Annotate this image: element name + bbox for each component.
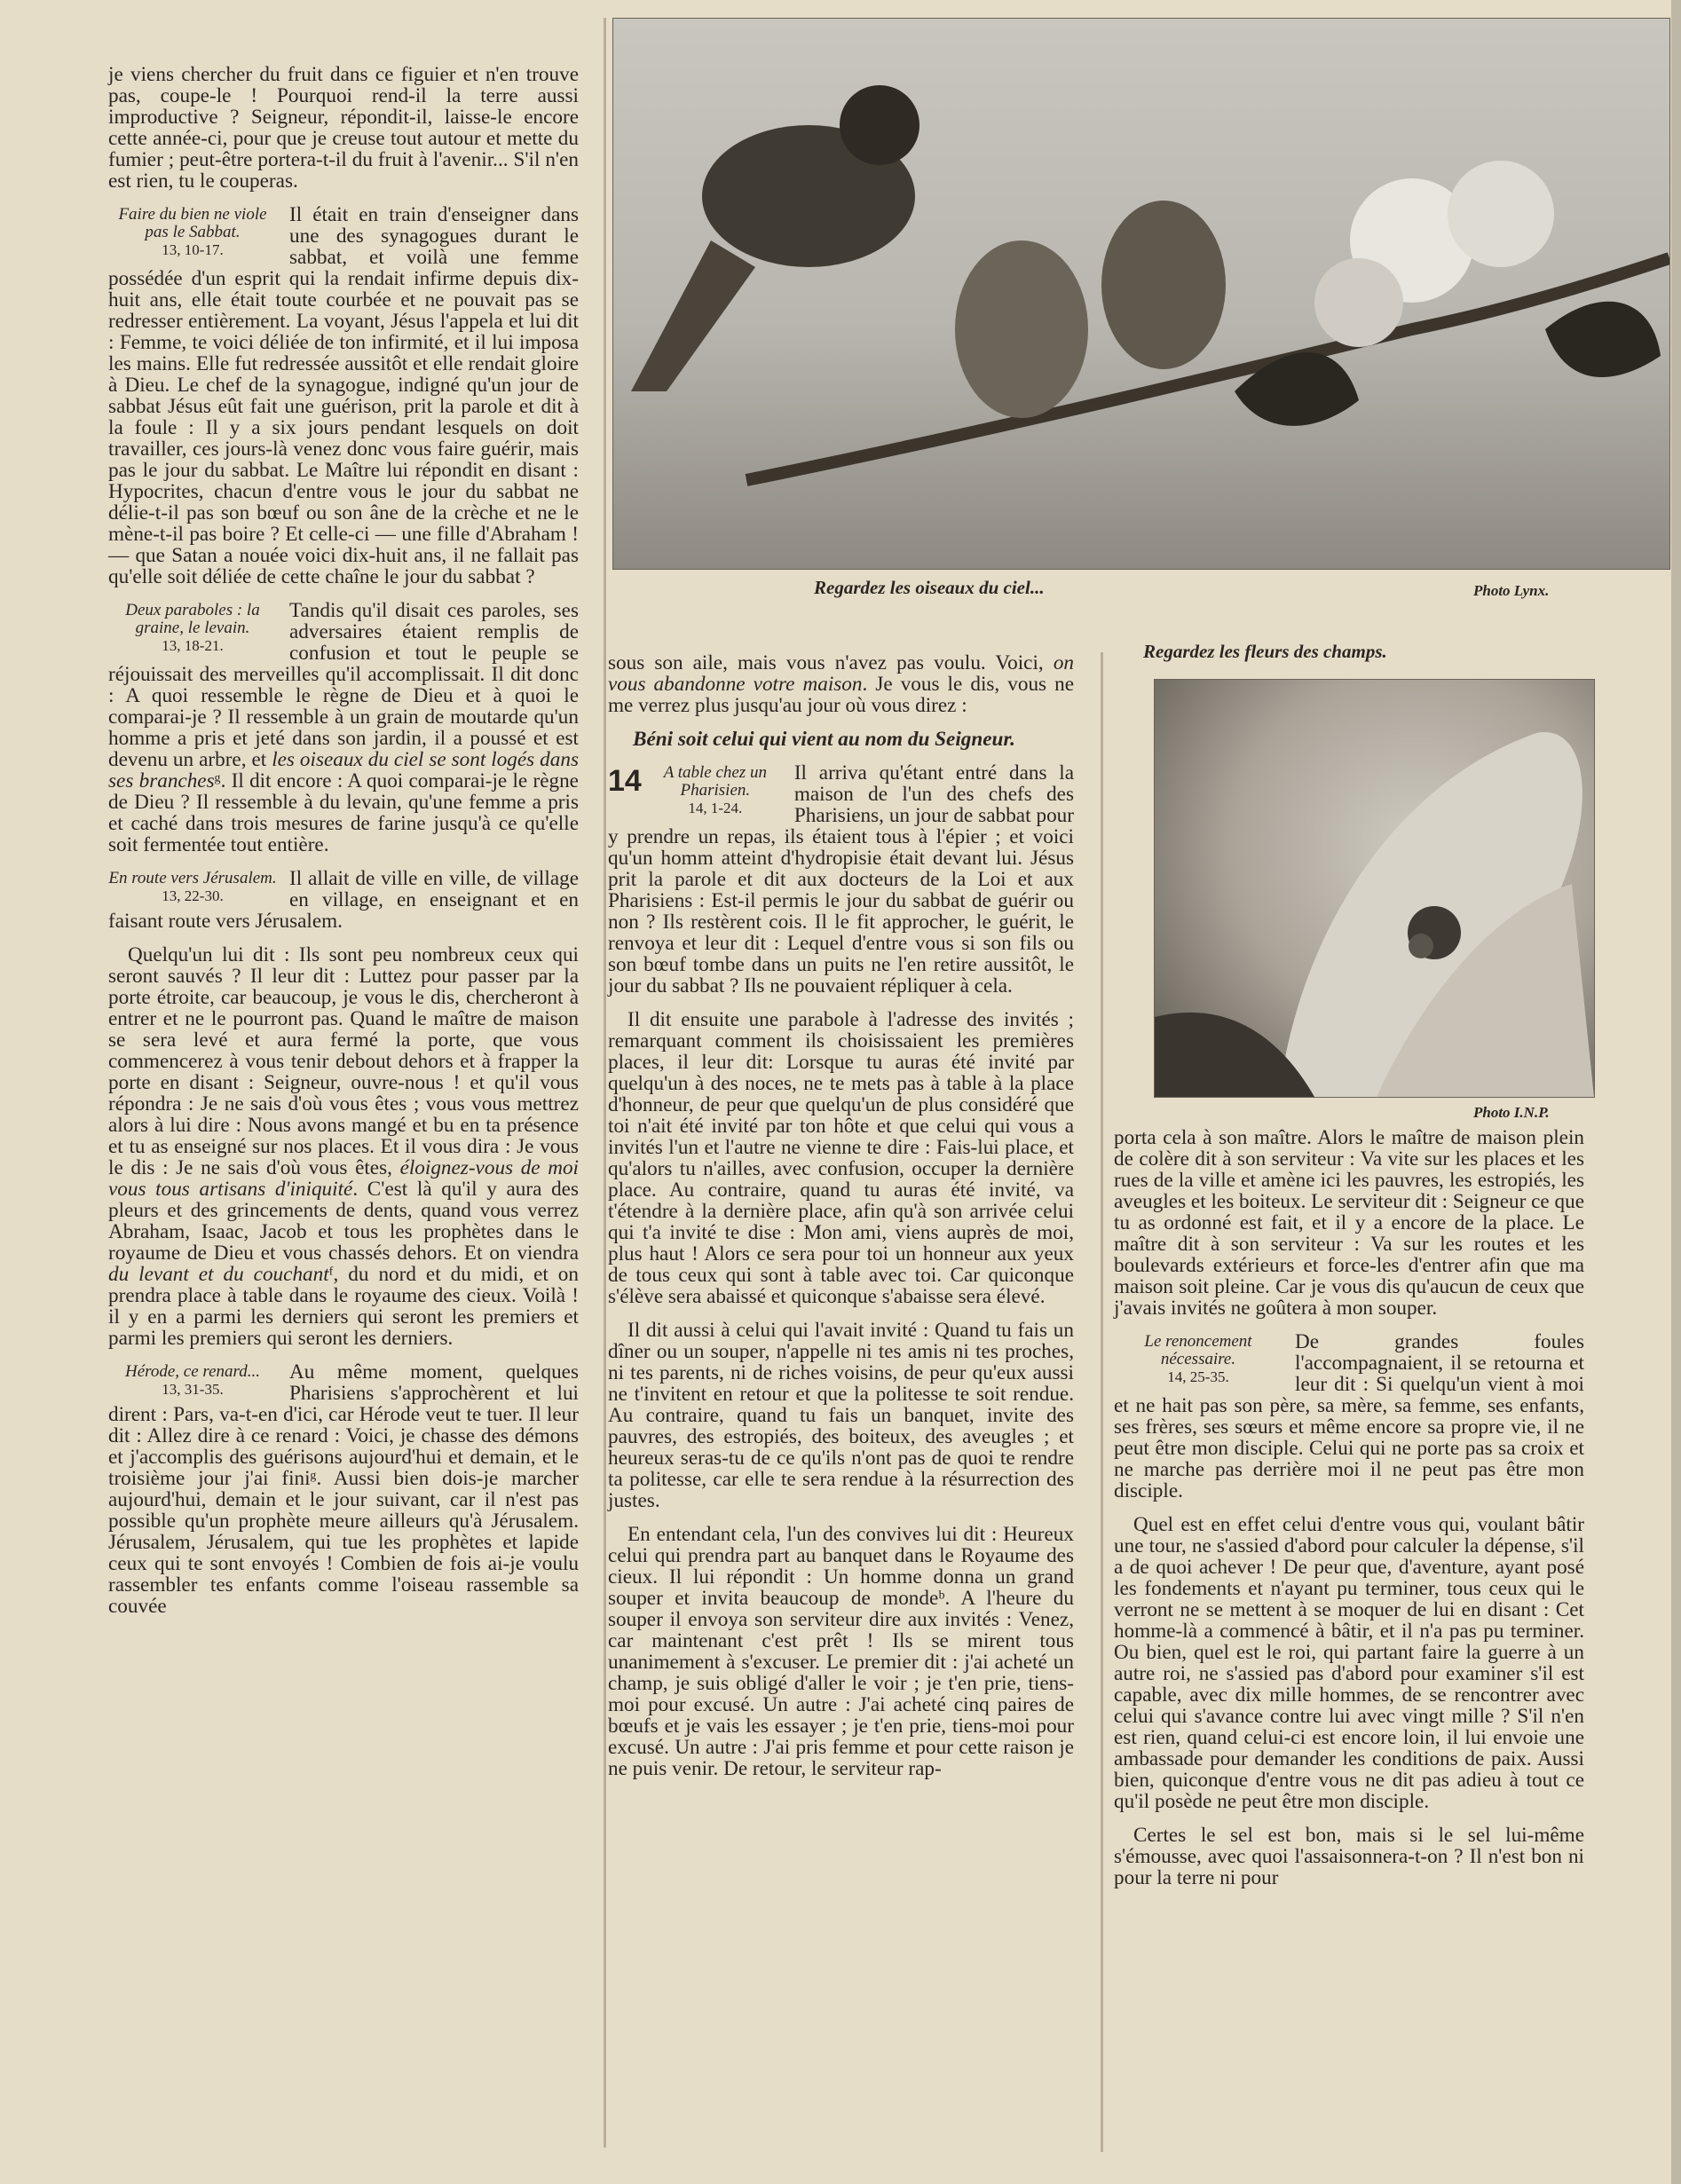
photo-flower-hand <box>1154 679 1595 1098</box>
side-reference: 14, 25-35. <box>1167 1368 1229 1385</box>
intro-paragraph: je viens chercher du fruit dans ce figuier et n'en trouve pas, coupe-le ! Pourquoi rend-il la terre aussi improductive ? Seigneur, répondit-il, laisse-le encore cette année-ci, pour que je creuse tout autour et mette du fumier ; peut-être portera-t-il du fruit à l'avenir... S'il n'en est rien, tu le couperas. <box>108 63 579 193</box>
text-run: Tandis qu'il disait ces paroles, ses adversaires étaient remplis de confusion et tout le peuple se réjouissait des merveilles qu'il accomplissait. Il dit donc : A quoi ressemble le règne de Dieu et à quoi le comparai-je ? Il ressemble à un grain de moutarde qu'un homme a pris et jeté dans son jardin, il a poussé et est devenu un arbre, et <box>108 599 579 771</box>
paragraph: Il dit aussi à celui qui l'avait invité : Quand tu fais un dîner ou un souper, n'appelle ni tes amis ni tes proches, ni tes parents, ni de riches voisins, de peur qu'eux aussi ne t'invitent en retour et que la politesse te soit rendue. Au contraire, quand tu fais un banquet, invite des pauvres, des estropiés, des boiteux, des aveugles ; et heureux seras-tu de ce qu'ils n'ont pas de quoi te rendre ta politesse, car elle te sera rendue à la résurrection des justes. <box>608 1319 1074 1512</box>
section-text: Il arriva qu'étant entré dans la maison de l'un des chefs des Pharisiens, un jour de sabbat pour y prendre un repas, ils étaient tous à l'épier ; et voici qu'un homm atteint d'hydropisie était devant lui. Jésus prit la parole et dit aux docteurs de la Loi et aux Pharisiens : Est-il permis le jour du sabbat de guérir ou non ? Ils restèrent cois. Il le fit approcher, le guérit, le renvoya et leur dit : Lequel d'entre vous si son fils ou son bœuf tombe dans un puits ne l'en retire aussitôt, le jour du sabbat ? Ils ne pouvaient répliquer à cela. <box>608 761 1074 997</box>
blessing-quote: Béni soit celui qui vient au nom du Seigneur. <box>633 728 1015 751</box>
section-text: Il était en train d'enseigner dans une des synagogues durant le sabbat, et voilà une femme possédée d'un esprit qui la rendait infirme depuis dix-huit ans, elle était toute courbée et ne pouvait pas se redresser entièrement. La voyant, Jésus l'appela et lui dit : Femme, te voici déliée de ton infirmité, et il lui imposa les mains. Elle fut redressée aussitôt et elle rendait gloire à Dieu. Le chef de la synagogue, indigné qu'un jour de sabbat Jésus eût fait une guérison, prit la parole et dit à la foule : Il y a six jours pendant lesquels on doit travailler, ces jours-là venez donc vous faire guérir, mais pas le jour du sabbat. Le Maître lui répondit en disant : Hypocrites, chacun d'entre vous le jour du sabbat ne délie-t-il pas son bœuf ou son âne de la crèche et ne le mène-t-il pas boire ? Et celle-ci — une fille d'Abraham ! — que Satan a nouée voici dix-huit ans, il ne fallait pas qu'elle soit déliée de cette chaîne le jour du sabbat ? <box>108 203 579 588</box>
side-reference: 13, 10-17. <box>162 241 224 258</box>
photo-credit: Photo I.N.P. <box>1473 1104 1550 1121</box>
side-title: Faire du bien ne viole pas le Sabbat. <box>118 205 267 241</box>
side-title: Deux paraboles : la graine, le levain. <box>125 601 260 637</box>
side-reference: 13, 31-35. <box>162 1381 224 1398</box>
text-run: Quelqu'un lui dit : Ils sont peu nombreux ceux qui seront sauvés ? Il leur dit : Luttez pour passer par la porte étroite, car beaucoup, je vous le dis, chercheront à entrer et ne le pourront pas. Quand le maître de maison se sera levé et aura fermé la porte, que vous commencerez à vous tenir debout dehors et à frapper la porte en disant : Seigneur, ouvre-nous ! et qu'il vous répondra : Je ne sais d'où vous êtes ; vous vous mettrez alors à lui dire : Nous avons mangé et bu en ta présence et tu as enseigné sur nos places. Et il vous dira : Je vous le dis : Je ne sais d'où vous êtes, <box>108 943 579 1179</box>
text-run: sous son aile, mais vous n'avez pas voulu. Voici, <box>608 651 1054 674</box>
side-heading <box>108 870 277 905</box>
photo-caption: Regardez les fleurs des champs. <box>1143 641 1387 662</box>
section-herode <box>108 1361 579 1617</box>
section-sabbat <box>108 204 579 587</box>
paragraph: Il dit ensuite une parabole à l'adresse des invités ; remarquant comment ils choisissaient les premières places, il leur dit: Lorsque tu auras été invité par quelqu'un à des noces, ne te mets pas à table à la place d'honneur, de peur que quelqu'un de plus considéré que toi n'ait été invité par ton hôte et que celui qui vous a invités l'un et l'autre ne vienne te dire : Fais-lui place, et qu'alors tu n'ailles, avec confusion, occuper la dernière place. Au contraire, quand tu auras été invité, va t'étendre à la dernière place, afin qu'à son arrivée celui qui t'a invité te dise : Mon ami, viens auprès de moi, plus haut ! Alors ce sera pour toi un honneur aux yeux de tous ceux qui sont à table avec toi. Car quiconque s'élève sera abaissé et quiconque s'abaisse sera élevé. <box>608 1008 1074 1308</box>
page-binding-edge <box>1671 0 1681 2184</box>
side-heading <box>108 602 277 655</box>
side-reference: 14, 1-24. <box>688 800 743 816</box>
chapter-number: 14 <box>608 764 642 798</box>
continuation-paragraph: porta cela à son maître. Alors le maître de maison plein de colère dit à son serviteur : Va vite sur les places et les rues de la ville et amène ici les pauvres, les estropiés, les aveugles et les boiteux. Le serviteur dit : Seigneur ce que tu as ordonné est fait, et il y a encore de la place. Le maître dit à son serviteur : Va sur les routes et les boulevards extérieurs et force-les d'entrer afin que ma maison soit pleine. Car je vous dis qu'aucun de ceux que j'avais invités ne goûtera à mon souper. <box>1114 1126 1584 1320</box>
section-text <box>108 944 579 1349</box>
paragraph: En entendant cela, l'un des convives lui dit : Heureux celui qui prendra part au banquet dans le Royaume des cieux. Il lui répondit : Un homme donna un grand souper et invita beaucoup de mondeᵇ. A l'heure du souper il envoya son serviteur dire aux invités : Venez, car maintenant c'est prêt ! Ils se mirent tous unanimement à s'excuser. Le premier dit : j'ai acheté un champ, je suis obligé d'aller le voir ; je t'en prie, tiens-moi pour excusé. Un autre : J'ai acheté cinq paires de bœufs et je vais les essayer ; je t'en prie, tiens-moi pour excusé. Un autre : J'ai pris femme et pour cette raison je ne puis venir. De retour, le serviteur rap- <box>608 1523 1074 1780</box>
italic-quote: du levant et du couchant <box>108 1263 329 1286</box>
italic-quote: on vous abandonne votre maison <box>608 651 1074 696</box>
text-run: ᵍ. Il dit encore : A quoi comparai-je le règne de Dieu ? Il ressemble à du levain, qu'une femme a pris et caché dans trois mesures de farine jusqu'à ce qu'elle soit fermentée tout entière. <box>108 769 579 856</box>
italic-quote: les oiseaux du ciel se sont logés dans ses branches <box>108 748 579 792</box>
section-a-table <box>608 762 1074 997</box>
side-title: Hérode, ce renard... <box>125 1362 260 1381</box>
section-renoncement <box>1114 1331 1584 1502</box>
column-divider <box>604 18 606 2148</box>
text-run: . Je vous le dis, vous ne me verrez plus jusqu'au jour où vous direz : <box>608 673 1074 717</box>
photo-credit: Photo Lynx. <box>1473 582 1550 599</box>
paragraph: Quel est en effet celui d'entre vous qui, voulant bâtir une tour, ne s'assied d'abord pour calculer la dépense, s'il a de quoi achever ! De peur que, d'aventure, ayant posé les fondements et n'ayant pu terminer, tous ceux qui le verront ne se mettent à se moquer de lui en disant : Cet homme-là a commencé à bâtir, et il n'a pas pu terminer. Ou bien, quel est le roi, qui partant faire la guerre à un autre roi, ne s'assied pas d'abord pour examiner s'il est capable, avec dix mille hommes, de se rencontrer avec celui qui s'avance contre lui avec vingt mille ? S'il n'en est rien, quand celui-ci est encore loin, il lui envoie une ambassade pour demander les conditions de paix. Aussi bien, quiconque d'entre vous ne dit pas adieu à tout ce qu'il posède ne peut être mon disciple. <box>1114 1513 1584 1813</box>
photo-caption: Regardez les oiseaux du ciel... <box>814 577 1045 598</box>
section-text: Il allait de ville en ville, de village en village, en enseignant et en faisant route vers Jérusalem. <box>108 867 579 933</box>
side-heading <box>1114 1333 1282 1386</box>
side-reference: 13, 22-30. <box>162 887 224 904</box>
side-heading <box>649 764 782 817</box>
birds-on-branch-image <box>613 19 1669 569</box>
section-en-route <box>108 868 579 1349</box>
text-run: ᶠ, du nord et du midi, et on prendra place à table dans le royaume des cieux. Voilà ! il y en a parmi les derniers qui seront les premiers et parmi les premiers qui seront les derniers. <box>108 1263 579 1350</box>
section-text: Au même moment, quelques Pharisiens s'approchèrent et lui dirent : Pars, va-t-en d'ici, car Hérode veut te tuer. Il leur dit : Allez dire à ce renard : Voici, je chasse des démons et j'accomplis des guérisons aujourd'hui et demain, et le troisième jour j'ai finiᵍ. Aussi bien dois-je marcher aujourd'hui, demain et le jour suivant, car il n'est pas possible qu'un prophète meure ailleurs qu'à Jérusalem. Jérusalem, Jérusalem, qui tue les prophètes et lapide ceux qui te sont envoyés ! Combien de fois ai-je voulu rassembler tes enfants comme l'oiseau rassemble sa couvée <box>108 1360 579 1618</box>
continuation-paragraph <box>608 652 1074 716</box>
side-heading <box>108 206 277 259</box>
side-title: Le renoncement nécessaire. <box>1144 1332 1252 1368</box>
photo-birds <box>612 18 1670 570</box>
column-right <box>1114 1127 1584 1901</box>
text-run: . C'est là qu'il y aura des pleurs et des grincements de dents, quand vous verrez Abraham, Isaac, Jacob et tous les prophètes dans le royaume de Dieu et vous chassés dehors. Et on viendra <box>108 1178 579 1265</box>
side-title: En route vers Jérusalem. <box>108 869 277 887</box>
italic-quote: éloignez-vous de moi vous tous artisans d'iniquité <box>108 1156 579 1201</box>
side-title: A table chez un Pharisien. <box>663 763 767 800</box>
side-reference: 13, 18-21. <box>162 637 224 654</box>
column-divider <box>1101 652 1103 2152</box>
paragraph: Certes le sel est bon, mais si le sel lui-même s'émousse, avec quoi l'assaisonnera-t-on ? Il n'est bon ni pour la terre ni pour <box>1114 1824 1584 1889</box>
column-left <box>108 64 579 1629</box>
flower-in-hand-image <box>1155 680 1594 1097</box>
column-middle <box>608 652 1074 1792</box>
side-heading <box>108 1363 277 1399</box>
section-paraboles <box>108 600 579 855</box>
section-text: De grandes foules l'accompagnaient, il se retourna et leur dit : Si quelqu'un vient à moi et ne hait pas son père, sa mère, sa femme, ses enfants, ses frères, ses sœurs et même encore sa propre vie, il ne peut être mon disciple. Celui qui ne porte pas sa croix et ne marche pas derrière moi il ne peut pas être mon disciple. <box>1114 1330 1584 1502</box>
